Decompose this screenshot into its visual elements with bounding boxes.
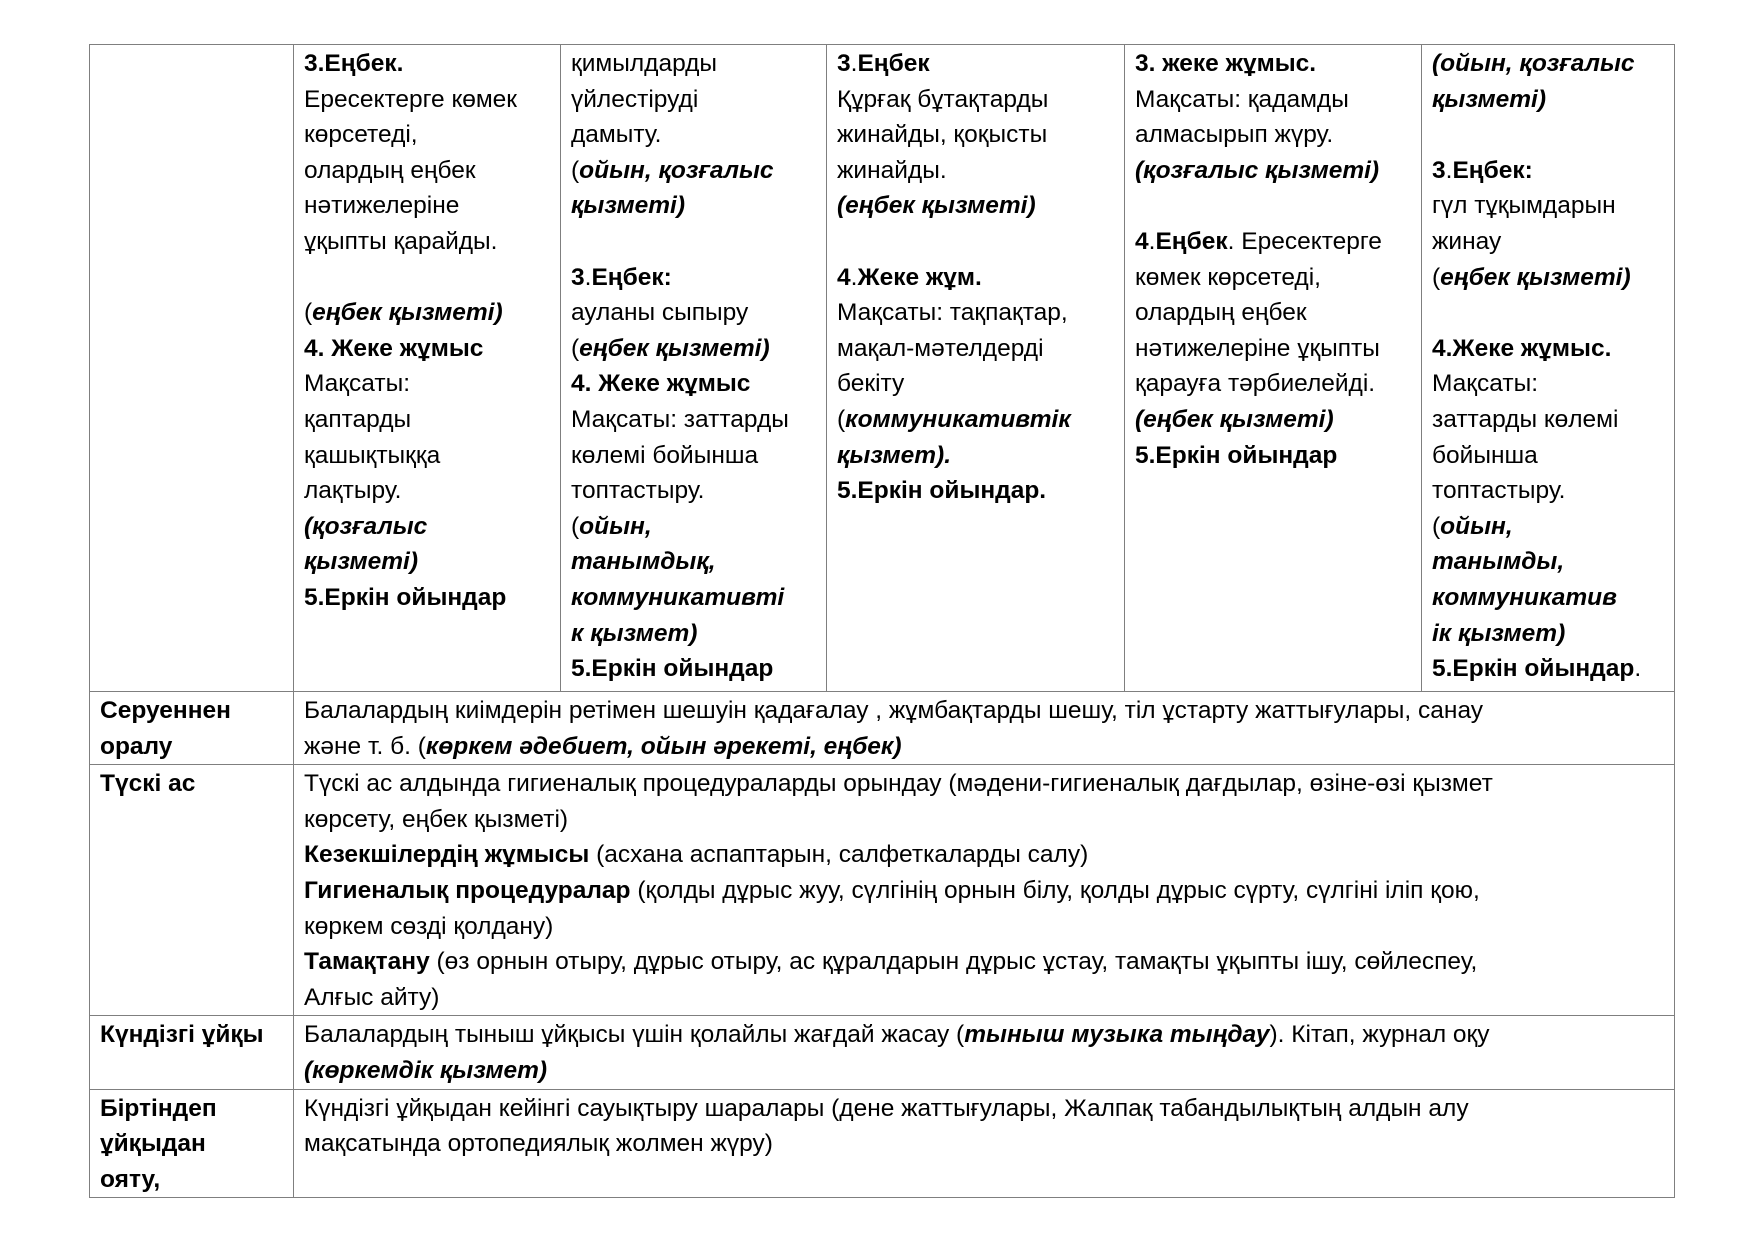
text-line — [1135, 295, 1411, 331]
text-line — [1432, 402, 1664, 438]
gradual-waking-content — [294, 1089, 1675, 1198]
text-line — [571, 117, 816, 153]
text-line — [304, 1017, 1664, 1053]
text-line — [304, 873, 1664, 909]
text-line — [304, 580, 550, 616]
text-line — [1135, 331, 1411, 367]
text-segment: 4 — [837, 263, 851, 291]
monday-cell — [294, 45, 561, 692]
text-segment: еңбек қызметі) — [312, 299, 503, 327]
text-segment: қаптарды — [304, 405, 412, 433]
text-segment: Ересектерге көмек — [304, 85, 518, 113]
text-segment: үйлестіруді — [571, 85, 699, 113]
text-line — [1432, 544, 1664, 580]
text-line — [571, 509, 816, 545]
tuesday-cell — [561, 45, 827, 692]
text-segment: 5.Еркін ойындар. — [837, 477, 1047, 505]
text-line — [837, 224, 1114, 260]
text-segment: (өз орнын отыру, дұрыс отыру, ас құралдарын дұрыс ұстау, тамақты ұқыпты ішу, сөйлеспеу, — [429, 948, 1478, 976]
text-line — [1432, 295, 1664, 331]
text-line — [1432, 260, 1664, 296]
text-segment: (асхана аспаптарын, салфеткаларды салу) — [589, 841, 1089, 869]
row-label-empty — [90, 45, 294, 692]
text-segment: көлемі бойынша — [571, 441, 759, 469]
text-segment: жинау — [1432, 227, 1502, 255]
text-segment: Мақсаты: — [1432, 370, 1539, 398]
text-line — [304, 188, 550, 224]
text-line — [304, 1091, 1664, 1127]
text-segment: Балалардың киімдерін ретімен шешуін қадағалау , жұмбақтарды шешу, тіл ұстарту жаттығулары, санау — [304, 697, 1484, 724]
text-segment: 3 — [1432, 156, 1446, 184]
text-line — [304, 693, 1664, 729]
text-segment: топтастыру. — [571, 477, 705, 505]
text-segment: ( — [837, 405, 846, 433]
text-line — [571, 366, 816, 402]
text-line — [1135, 366, 1411, 402]
text-line — [571, 473, 816, 509]
text-line — [1432, 46, 1664, 82]
text-segment: (еңбек қызметі) — [837, 192, 1036, 220]
text-segment: көрсету, еңбек қызметі) — [304, 805, 569, 833]
text-line — [571, 402, 816, 438]
text-line — [1432, 473, 1664, 509]
text-line — [1432, 366, 1664, 402]
text-line — [304, 260, 550, 296]
text-segment: 3 — [571, 263, 585, 291]
text-line — [837, 295, 1114, 331]
text-line — [837, 117, 1114, 153]
text-segment: Гигиеналық процедуралар — [304, 876, 631, 904]
text-segment: . — [850, 263, 858, 291]
text-line — [1432, 616, 1664, 652]
text-segment: . — [1148, 227, 1156, 255]
text-line — [304, 837, 1664, 873]
text-line — [571, 260, 816, 296]
text-segment: коммуникативтік — [845, 405, 1071, 433]
text-line — [1135, 260, 1411, 296]
text-segment: Мақсаты: тақпақтар, — [837, 299, 1068, 327]
text-line — [1432, 651, 1664, 687]
text-line — [837, 46, 1114, 82]
text-line — [304, 153, 550, 189]
text-line — [837, 82, 1114, 118]
text-segment: Еңбек — [1155, 227, 1228, 255]
text-segment: қызметі) — [304, 548, 419, 576]
text-segment: (қолды дұрыс жуу, сүлгінің орнын білу, қолды дұрыс сүрту, сүлгіні іліп қою, — [630, 876, 1480, 904]
text-segment: 5.Еркін ойындар — [304, 583, 507, 611]
text-line — [304, 766, 1664, 802]
text-segment: танымды, — [1432, 548, 1565, 576]
text-line — [571, 295, 816, 331]
text-segment: Құрғақ бұтақтарды — [837, 85, 1049, 113]
text-segment: лақтыру. — [304, 477, 402, 505]
text-segment: (көркемдік қызмет) — [304, 1056, 548, 1084]
text-segment: Еңбек — [857, 50, 930, 77]
text-segment: еңбек қызметі) — [1440, 263, 1631, 291]
text-line — [304, 509, 550, 545]
text-line — [571, 153, 816, 189]
text-segment: . — [1634, 655, 1642, 683]
text-line — [1432, 331, 1664, 367]
text-segment: . — [1445, 156, 1453, 184]
text-segment: олардың еңбек — [1135, 299, 1307, 327]
text-segment: мақсатында ортопедиялық жолмен жүру) — [304, 1130, 773, 1158]
text-segment: (ойын, қозғалыс — [1432, 50, 1635, 77]
text-segment: . Ересектерге — [1227, 227, 1382, 255]
text-line — [304, 544, 550, 580]
text-line — [304, 1126, 1664, 1162]
text-segment: ойын, қозғалыс — [579, 156, 774, 184]
text-segment: Алғыс айту) — [304, 983, 440, 1011]
text-segment: ( — [1432, 512, 1441, 540]
text-line — [571, 544, 816, 580]
text-segment: . — [850, 50, 858, 77]
text-line — [1432, 117, 1664, 153]
text-segment: қызметі) — [1432, 85, 1547, 113]
text-segment: Мақсаты: заттарды — [571, 405, 789, 433]
text-line — [304, 402, 550, 438]
text-segment: ( — [571, 156, 580, 184]
text-segment: көрсетеді, — [304, 121, 418, 149]
text-segment: ( — [304, 299, 313, 327]
text-segment: Тамақтану — [304, 948, 430, 976]
text-line — [837, 188, 1114, 224]
text-segment: Мақсаты: қадамды — [1135, 85, 1349, 113]
text-segment: ұқыпты қарайды. — [304, 227, 498, 255]
daily-plan-table — [89, 44, 1675, 1198]
text-line — [1432, 509, 1664, 545]
text-segment: 4 — [1135, 227, 1149, 255]
text-line — [1432, 580, 1664, 616]
text-line — [1135, 438, 1411, 474]
text-segment: ойын, — [579, 512, 652, 540]
lunch-content — [294, 765, 1675, 1016]
text-segment: к қызмет) — [571, 619, 698, 647]
text-line — [304, 909, 1664, 945]
text-segment: еңбек қызметі) — [579, 334, 770, 362]
row-label-lunch: Түскі ас — [90, 765, 294, 1016]
text-segment: 5.Еркін ойындар — [1135, 441, 1338, 469]
text-line — [837, 260, 1114, 296]
text-segment: және т. б. ( — [304, 732, 426, 760]
text-segment: бекіту — [837, 370, 905, 398]
text-line — [1135, 224, 1411, 260]
text-segment: Кезекшілердің жұмысы — [304, 841, 590, 869]
text-line — [837, 331, 1114, 367]
text-segment: Түскі ас алдында гигиеналық процедураларды орындау (мәдени-гигиеналық дағдылар, өзіне-өзі қызмет — [304, 770, 1493, 798]
text-segment: 5.Еркін ойындар — [1432, 655, 1635, 683]
text-line — [304, 117, 550, 153]
text-segment: Еңбек: — [591, 263, 672, 291]
text-line — [1135, 153, 1411, 189]
text-segment: 3 — [837, 50, 851, 77]
text-line — [1135, 117, 1411, 153]
text-segment: 4. Жеке жұмыс — [571, 370, 751, 398]
text-line — [1135, 402, 1411, 438]
wednesday-cell — [827, 45, 1125, 692]
return-from-walk-row — [90, 692, 1675, 765]
text-segment: Жеке жұм. — [857, 263, 982, 291]
text-segment: жинайды. — [837, 156, 947, 184]
row-label-daytime-sleep: Күндізгі ұйқы — [90, 1016, 294, 1089]
text-segment: ойын, — [1440, 512, 1513, 540]
text-segment: ). Кітап, журнал оқу — [1269, 1021, 1490, 1049]
thursday-cell — [1125, 45, 1422, 692]
text-line — [1432, 153, 1664, 189]
text-line — [1135, 188, 1411, 224]
text-segment: жинайды, қоқысты — [837, 121, 1048, 149]
text-segment: танымдық, — [571, 548, 716, 576]
text-line — [571, 331, 816, 367]
text-segment: 3.Еңбек. — [304, 50, 404, 77]
text-line — [837, 473, 1114, 509]
text-line — [304, 295, 550, 331]
text-segment: қарауға тәрбиелейді. — [1135, 370, 1376, 398]
text-line — [304, 473, 550, 509]
text-line — [1432, 82, 1664, 118]
text-segment: бойынша — [1432, 441, 1538, 469]
text-line — [571, 651, 816, 687]
row-label-gradual-waking: Біртіндеп ұйқыдан ояту, — [90, 1089, 294, 1198]
return-from-walk-content — [294, 692, 1675, 765]
text-line — [571, 224, 816, 260]
text-line — [304, 802, 1664, 838]
text-segment: Балалардың тыныш ұйқысы үшін қолайлы жағдай жасау ( — [304, 1021, 965, 1049]
text-line — [1432, 224, 1664, 260]
text-line — [571, 46, 816, 82]
text-segment: ік қызмет) — [1432, 619, 1566, 647]
text-line — [304, 1053, 1664, 1089]
text-segment: қашықтыққа — [304, 441, 441, 469]
text-line — [837, 153, 1114, 189]
text-segment: (қозғалыс — [304, 512, 428, 540]
text-segment: . — [584, 263, 592, 291]
row-label-return-from-walk: Серуеннен оралу — [90, 692, 294, 765]
text-segment: топтастыру. — [1432, 477, 1566, 505]
text-segment: (еңбек қызметі) — [1135, 405, 1334, 433]
text-segment: 3. жеке жұмыс. — [1135, 50, 1317, 77]
text-segment: 5.Еркін ойындар — [571, 655, 774, 683]
text-segment: қимылдарды — [571, 50, 718, 77]
text-segment: мақал-мәтелдерді — [837, 334, 1044, 362]
walk-activities-row — [90, 45, 1675, 692]
text-segment: көмек көрсетеді, — [1135, 263, 1321, 291]
text-line — [1432, 438, 1664, 474]
text-segment: 4. Жеке жұмыс — [304, 334, 484, 362]
text-line — [571, 188, 816, 224]
text-line — [304, 944, 1664, 980]
text-line — [571, 580, 816, 616]
friday-cell — [1422, 45, 1675, 692]
text-line — [304, 224, 550, 260]
text-segment: нәтижелеріне ұқыпты — [1135, 334, 1380, 362]
text-segment: қызметі) — [571, 192, 686, 220]
text-segment: нәтижелеріне — [304, 192, 460, 220]
text-segment: коммуникативті — [571, 583, 785, 611]
text-line — [571, 438, 816, 474]
text-segment: Мақсаты: — [304, 370, 411, 398]
text-line — [571, 616, 816, 652]
gradual-waking-row — [90, 1089, 1675, 1198]
text-segment: көркем сөзді қолдану) — [304, 912, 554, 940]
text-segment: 4.Жеке жұмыс. — [1432, 334, 1612, 362]
text-segment: ( — [571, 512, 580, 540]
text-line — [1432, 188, 1664, 224]
text-segment: заттарды көлемі — [1432, 405, 1619, 433]
daytime-sleep-row — [90, 1016, 1675, 1089]
text-line — [304, 331, 550, 367]
text-line — [304, 438, 550, 474]
text-line — [304, 729, 1664, 765]
text-segment: гүл тұқымдарын — [1432, 192, 1616, 220]
text-line — [837, 402, 1114, 438]
text-line — [1135, 82, 1411, 118]
text-segment: Күндізгі ұйқыдан кейінгі сауықтыру шаралары (дене жаттығулары, Жалпақ табандылықтың алдын алу — [304, 1094, 1469, 1122]
text-line — [571, 82, 816, 118]
text-segment: ( — [1432, 263, 1441, 291]
text-segment: алмасырып жүру. — [1135, 121, 1334, 149]
text-line — [837, 366, 1114, 402]
text-segment: коммуникатив — [1432, 583, 1617, 611]
text-line — [304, 46, 550, 82]
text-segment: ( — [571, 334, 580, 362]
text-segment: тыныш музыка тыңдау — [964, 1021, 1270, 1049]
text-segment: Еңбек: — [1452, 156, 1533, 184]
text-segment: қызмет). — [837, 441, 952, 469]
text-segment: олардың еңбек — [304, 156, 476, 184]
text-line — [304, 366, 550, 402]
text-line — [1135, 46, 1411, 82]
text-segment: көркем әдебиет, ойын әрекеті, еңбек) — [425, 732, 902, 760]
text-segment: дамыту. — [571, 121, 662, 149]
text-segment: ауланы сыпыру — [571, 299, 749, 327]
daytime-sleep-content — [294, 1016, 1675, 1089]
text-line — [837, 438, 1114, 474]
text-line — [304, 980, 1664, 1016]
text-segment: (қозғалыс қызметі) — [1135, 156, 1380, 184]
text-line — [304, 82, 550, 118]
lunch-row — [90, 765, 1675, 1016]
